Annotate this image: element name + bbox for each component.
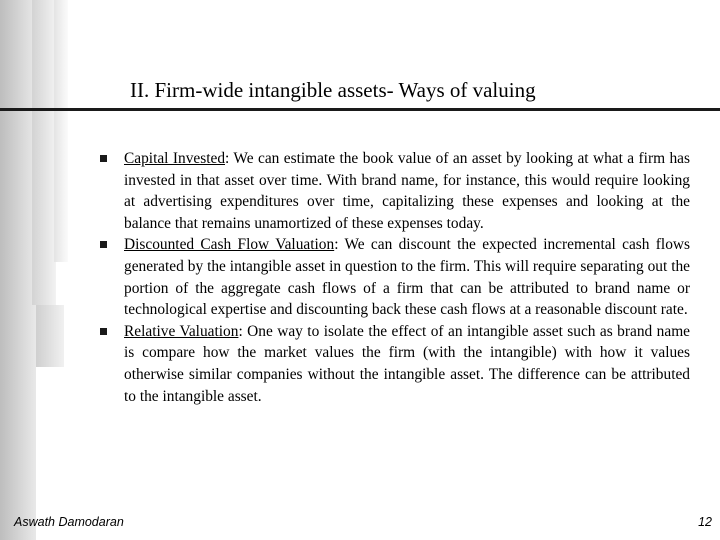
bullet-term: Discounted Cash Flow Valuation bbox=[124, 236, 335, 254]
decorative-bar bbox=[0, 0, 36, 540]
title-divider bbox=[0, 108, 720, 111]
bullet-item bbox=[96, 234, 690, 320]
bullet-text: : We can discount the expected incremental cash flows generated by the intangible asset in question to the firm. This will require separating out the portion of the aggregate cash flows of a firm that can be attributed to brand name or technological expertise and discounting back these cash flows at a reasonable discount rate. bbox=[124, 236, 691, 319]
bullet-item bbox=[96, 148, 690, 234]
bullet-term: Capital Invested bbox=[124, 150, 226, 167]
footer-author: Aswath Damodaran bbox=[14, 515, 124, 529]
square-bullet-icon bbox=[100, 328, 107, 335]
page-number: 12 bbox=[698, 515, 712, 529]
decorative-bar bbox=[36, 305, 64, 367]
bullet-list bbox=[96, 148, 690, 407]
decorative-bar bbox=[54, 0, 68, 262]
bullet-item bbox=[96, 321, 690, 407]
slide-title: II. Firm-wide intangible assets- Ways of valuing bbox=[130, 78, 536, 102]
bullet-term: Relative Valuation bbox=[124, 322, 239, 340]
decorative-bar bbox=[32, 0, 56, 305]
square-bullet-icon bbox=[100, 241, 107, 248]
square-bullet-icon bbox=[100, 155, 107, 162]
bullet-text: : We can estimate the book value of an asset by looking at what a firm has invested in that asset over time. With brand name, for instance, this would require looking at advertising expenditures over time, capitalizing these expenses and looking at the balance that remains unamortized of these expenses today. bbox=[124, 150, 690, 232]
bullet-text: : One way to isolate the effect of an intangible asset such as brand name is compare how the market values the firm (with the intangible) with how it values otherwise similar companies without the intangible asset. The difference can be attributed to the intangible asset. bbox=[124, 322, 690, 405]
